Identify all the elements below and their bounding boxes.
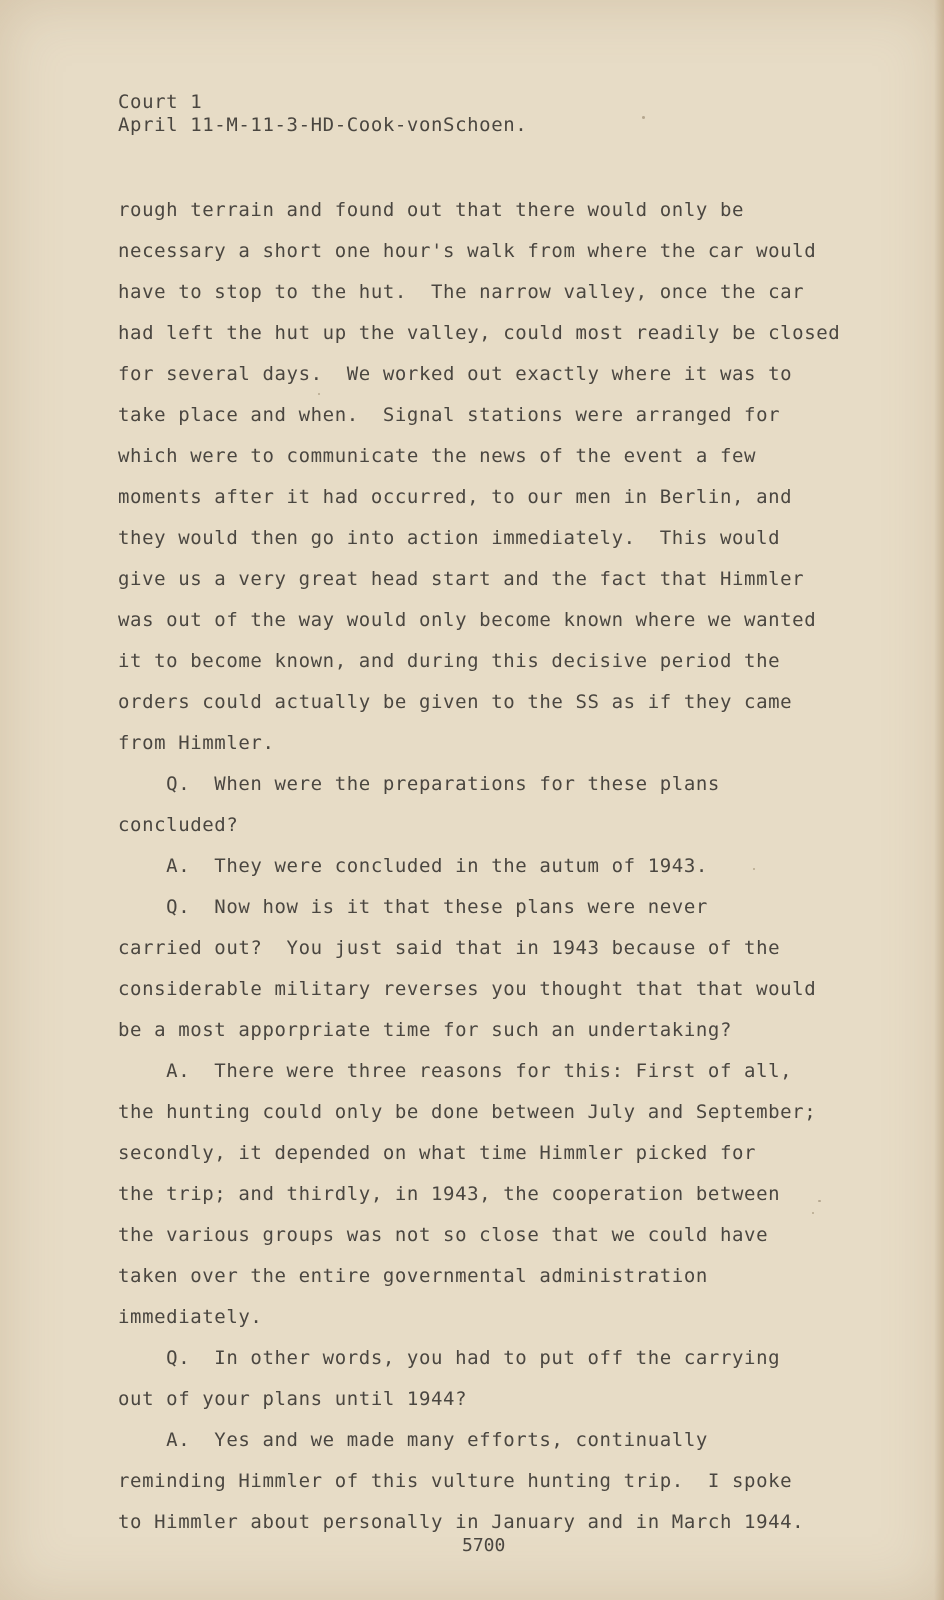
- paper-edge: [934, 0, 944, 1600]
- paper-speck: [318, 393, 320, 395]
- answer-line: A. Yes and we made many efforts, continually: [118, 1429, 708, 1451]
- text-line: to Himmler about personally in January and in March 1944.: [118, 1511, 805, 1533]
- text-line: the hunting could only be done between July and September;: [118, 1101, 817, 1123]
- text-line: concluded?: [118, 814, 239, 836]
- text-line: had left the hut up the valley, could most readily be closed: [118, 322, 841, 344]
- text-line: they would then go into action immediately. This would: [118, 527, 781, 549]
- text-line: necessary a short one hour's walk from where the car would: [118, 240, 817, 262]
- text-line: immediately.: [118, 1306, 263, 1328]
- text-line: the trip; and thirdly, in 1943, the cooperation between: [118, 1183, 781, 1205]
- answer-line: A. They were concluded in the autum of 1943.: [118, 855, 708, 877]
- text-line: rough terrain and found out that there would only be: [118, 199, 745, 221]
- text-line: be a most apporpriate time for such an undertaking?: [118, 1019, 732, 1041]
- question-line: Q. When were the preparations for these plans: [118, 773, 720, 795]
- question-line: Q. Now how is it that these plans were never: [118, 896, 708, 918]
- answer-line: A. There were three reasons for this: First of all,: [118, 1060, 793, 1082]
- paper-speck: [818, 1200, 821, 1202]
- text-line: orders could actually be given to the SS as if they came: [118, 691, 793, 713]
- text-line: from Himmler.: [118, 732, 275, 754]
- text-line: secondly, it depended on what time Himmler picked for: [118, 1142, 757, 1164]
- text-line: which were to communicate the news of the event a few: [118, 445, 757, 467]
- page-number: 5700: [462, 1535, 506, 1556]
- text-line: for several days. We worked out exactly where it was to: [118, 363, 793, 385]
- text-line: give us a very great head start and the fact that Himmler: [118, 568, 805, 590]
- text-line: was out of the way would only become known where we wanted: [118, 609, 817, 631]
- paper-speck: [642, 116, 645, 119]
- text-line: taken over the entire governmental administration: [118, 1265, 708, 1287]
- text-line: carried out? You just said that in 1943 because of the: [118, 937, 781, 959]
- text-line: out of your plans until 1944?: [118, 1388, 468, 1410]
- text-line: it to become known, and during this decisive period the: [118, 650, 781, 672]
- question-line: Q. In other words, you had to put off the carrying: [118, 1347, 781, 1369]
- text-line: considerable military reverses you thought that that would: [118, 978, 817, 1000]
- text-line: take place and when. Signal stations were arranged for: [118, 404, 781, 426]
- transcript-body: [118, 190, 898, 1543]
- paper-speck: [812, 1212, 814, 1214]
- transcript-reference: April 11-M-11-3-HD-Cook-vonSchoen.: [118, 114, 528, 136]
- paper-speck: [753, 868, 755, 870]
- court-header: Court 1: [118, 91, 203, 113]
- text-line: the various groups was not so close that we could have: [118, 1224, 769, 1246]
- text-line: reminding Himmler of this vulture hunting trip. I spoke: [118, 1470, 793, 1492]
- text-line: moments after it had occurred, to our men in Berlin, and: [118, 486, 793, 508]
- text-line: have to stop to the hut. The narrow valley, once the car: [118, 281, 805, 303]
